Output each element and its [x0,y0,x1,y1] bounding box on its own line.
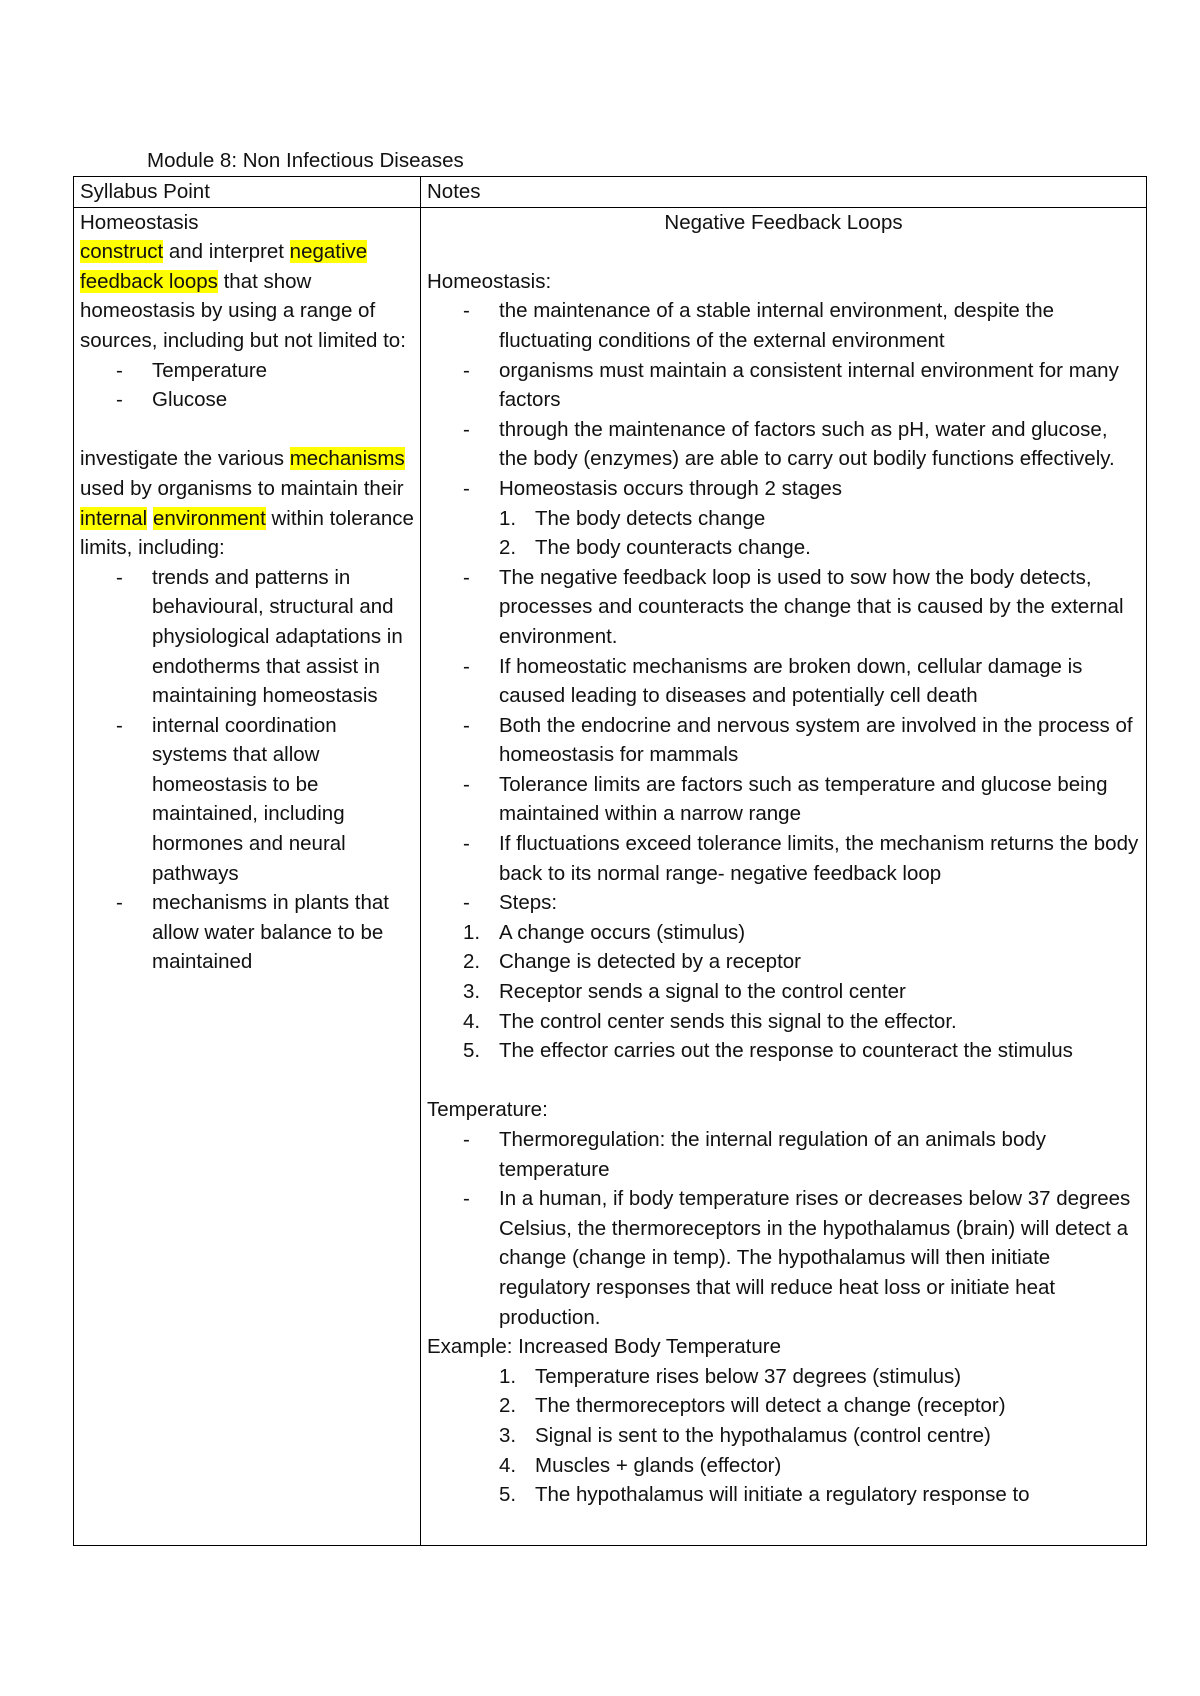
highlight-environment: environment [152,506,266,530]
highlight-construct: construct [80,240,164,264]
list-item-text: Temperature [152,358,268,382]
dash-marker: - [116,388,123,412]
numbered-item [427,977,1140,1007]
list-item [80,356,414,386]
dash-marker: - [463,891,470,915]
list-item [80,711,414,889]
list-item-text: In a human, if body temperature rises or decreases below 37 degrees Celsius, the thermoreceptors in the hypothalamus (brain) will detect a change (change in temp). The hypothalamus will then initiate regulatory responses that will reduce heat loss or initiate heat production. [499,1187,1131,1329]
highlight-negative: negative [289,240,368,264]
dash-marker: - [463,832,470,856]
highlight-mechanisms: mechanisms [289,447,405,471]
dash-marker: - [116,891,123,915]
example-label: Example: Increased Body Temperature [427,1335,782,1359]
dash-marker: - [116,358,123,382]
dash-marker: - [463,565,470,589]
number-marker: 5. [499,1483,517,1507]
list-item [427,829,1140,888]
highlight-feedback-loops: feedback loops [80,269,218,293]
list-item-text: internal coordination systems that allow homeostasis to be maintained, including hormones and neural pathways [152,713,346,885]
text-span: and interpret [163,240,290,264]
numbered-item [427,504,1140,534]
list-item [427,296,1140,355]
text-span: that show homeostasis by using a range of sources, including but not limited to: [80,269,406,352]
numbered-item-text: A change occurs (stimulus) [499,920,746,944]
list-item-text: Both the endocrine and nervous system are involved in the process of homeostasis for mammals [499,713,1133,767]
list-item [427,652,1140,711]
syllabus-heading: Homeostasis [80,210,199,234]
list-item-text: Glucose [152,388,228,412]
list-item-text: mechanisms in plants that allow water balance to be maintained [152,891,390,974]
highlight-internal: internal [80,506,148,530]
list-item [427,415,1140,474]
text-span: within tolerance limits, including: [80,506,414,560]
list-item-text: If fluctuations exceed tolerance limits, the mechanism returns the body back to its normal range- negative feedback loop [499,832,1139,885]
list-item-text: The negative feedback loop is used to sow how the body detects, processes and counteracts the change that is caused by the external environment. [499,565,1124,648]
notes-cell [421,207,1147,1545]
dash-marker: - [463,654,470,678]
number-marker: 4. [463,1009,481,1033]
number-marker: 1. [499,1364,517,1388]
dash-marker: - [463,713,470,737]
dash-marker: - [463,772,470,796]
numbered-item-text: Signal is sent to the hypothalamus (control centre) [535,1423,991,1447]
header-syllabus-point: Syllabus Point [74,177,421,208]
number-marker: 1. [499,506,517,530]
table-header-row [74,177,1147,208]
numbered-item-text: The thermoreceptors will detect a change (receptor) [535,1394,1006,1418]
list-item [80,385,414,415]
numbered-item [427,1007,1140,1037]
homeostasis-label: Homeostasis: [427,269,552,293]
number-marker: 2. [499,536,517,560]
numbered-item [427,1480,1140,1510]
spacer [427,1066,1140,1096]
table-row [74,207,1147,1545]
text-span: investigate the various [80,447,290,471]
numbered-item [427,1362,1140,1392]
numbered-item-text: The hypothalamus will initiate a regulatory response to [535,1483,1030,1507]
numbered-item [427,1451,1140,1481]
numbered-item-text: The body counteracts change. [535,536,811,560]
list-item [427,474,1140,504]
dash-marker: - [463,299,470,323]
list-item-text: organisms must maintain a consistent internal environment for many factors [499,358,1119,412]
list-item-text: Steps: [499,891,558,915]
dash-marker: - [463,358,470,382]
document-title: Module 8: Non Infectious Diseases [147,149,464,172]
list-item [427,1184,1140,1332]
list-item [427,770,1140,829]
list-item-text: through the maintenance of factors such as pH, water and glucose, the body (enzymes) are able to carry out bodily functions effectively. [499,417,1115,471]
numbered-item-text: Muscles + glands (effector) [535,1453,782,1477]
number-marker: 2. [499,1394,517,1418]
syllabus-paragraph-2 [80,444,414,562]
number-marker: 5. [463,1039,481,1063]
number-marker: 3. [463,980,481,1004]
number-marker: 4. [499,1453,517,1477]
numbered-item-text: The effector carries out the response to counteract the stimulus [499,1039,1073,1063]
list-item [427,356,1140,415]
dash-marker: - [116,565,123,589]
header-notes: Notes [421,177,1147,208]
spacer [80,415,414,445]
notes-table [73,176,1147,1546]
list-item-text: Homeostasis occurs through 2 stages [499,476,842,500]
numbered-item-text: The control center sends this signal to the effector. [499,1009,957,1033]
list-item-text: Tolerance limits are factors such as temperature and glucose being maintained within a narrow range [499,772,1108,826]
numbered-item-text: Temperature rises below 37 degrees (stimulus) [535,1364,962,1388]
numbered-item-text: The body detects change [535,506,766,530]
dash-marker: - [463,1187,470,1211]
syllabus-paragraph-1 [80,237,414,355]
numbered-item [427,918,1140,948]
numbered-item [427,1036,1140,1066]
list-item [427,563,1140,652]
dash-marker: - [116,713,123,737]
list-item-text: Thermoregulation: the internal regulation of an animals body temperature [499,1128,1046,1181]
list-item [80,888,414,977]
dash-marker: - [463,476,470,500]
text-span: used by organisms to maintain their [80,476,404,500]
numbered-item-text: Receptor sends a signal to the control center [499,980,906,1004]
number-marker: 1. [463,920,481,944]
syllabus-cell [74,207,421,1545]
numbered-item-text: Change is detected by a receptor [499,950,801,974]
list-item [427,1125,1140,1184]
list-item-text: trends and patterns in behavioural, structural and physiological adaptations in endotherms that assist in maintaining homeostasis [152,565,403,708]
temperature-label: Temperature: [427,1098,548,1122]
numbered-item [427,947,1140,977]
dash-marker: - [463,417,470,441]
number-marker: 3. [499,1423,517,1447]
dash-marker: - [463,1128,470,1151]
numbered-item [427,1391,1140,1421]
list-item [80,563,414,711]
notes-heading: Negative Feedback Loops [664,210,903,234]
list-item [427,888,1140,918]
list-item-text: If homeostatic mechanisms are broken down, cellular damage is caused leading to diseases and potentially cell death [499,654,1083,708]
numbered-item [427,1421,1140,1451]
list-item [427,711,1140,770]
spacer [427,237,1140,267]
number-marker: 2. [463,950,481,974]
numbered-item [427,533,1140,563]
list-item-text: the maintenance of a stable internal environment, despite the fluctuating conditions of the external environment [499,299,1054,352]
